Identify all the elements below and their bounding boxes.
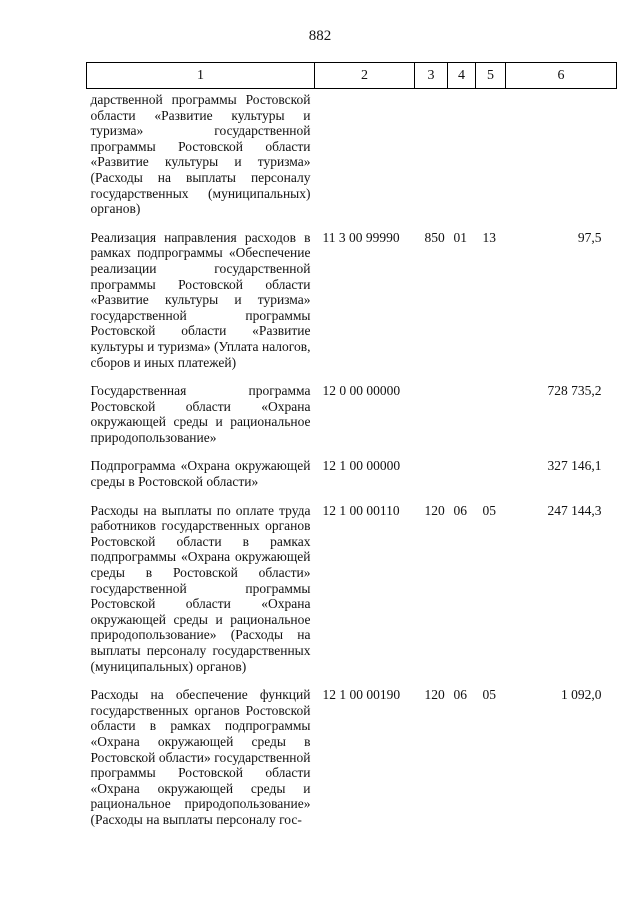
row-sum: 247 144,3 (547, 502, 602, 518)
row-name: Подпрограмма «Охрана окружающей среды в Ростовской области» (90, 458, 311, 490)
header-col-6: 6 (506, 63, 617, 89)
row-name: Расходы на выплаты по оплате труда работников государственных органов Ростовской области в рамках подпрограммы «Охрана окружающей среды в Ростовской области» государственной программы Ростовской области «Охрана окружающей среды и рациональное природопользование» (Расходы на выплаты персоналу государственных (муниципальных) органов) (90, 502, 311, 674)
row-name: Реализация направления расходов в рамках подпрограммы «Обеспечение реализации государственной программы Ростовской области «Развитие культуры и туризма» государственной программы Ростовской области «Развитие культуры и туризма» (Уплата налогов, сборов и иных платежей) (90, 229, 311, 370)
row-sum: 327 146,1 (547, 458, 602, 474)
row-sum: 97,5 (577, 229, 602, 245)
row-rz (448, 383, 476, 458)
row-rz (448, 458, 476, 502)
row-sum: 1 092,0 (561, 687, 602, 703)
page-number: 882 (308, 28, 332, 44)
row-name: Государственная программа Ростовской области «Охрана окружающей среды и рациональное природопользование» (90, 383, 311, 445)
table-row (87, 687, 617, 827)
row-pr: 05 (482, 502, 496, 518)
row-vr (415, 89, 448, 230)
row-name: дарственной программы Ростовской области «Развитие культуры и туризма» государственной программы Ростовской области «Развитие культуры и туризма» (Расходы на выплаты персоналу государственных (муниципальных) органов) (90, 92, 311, 217)
row-pr: 13 (482, 229, 496, 245)
row-code (315, 89, 415, 230)
table-row (87, 503, 617, 688)
row-rz: 01 (453, 229, 467, 245)
header-col-5: 5 (476, 63, 506, 89)
row-pr (476, 89, 506, 230)
header-col-2: 2 (315, 63, 415, 89)
table-row (87, 383, 617, 458)
row-sum (506, 89, 617, 230)
row-vr: 120 (424, 502, 445, 518)
header-col-3: 3 (415, 63, 448, 89)
row-vr: 120 (424, 687, 445, 703)
row-rz: 06 (453, 687, 467, 703)
table-row (87, 230, 617, 383)
header-col-4: 4 (448, 63, 476, 89)
row-pr: 05 (482, 687, 496, 703)
table-row (87, 458, 617, 502)
row-name: Расходы на обеспечение функций государственных органов Ростовской области в рамках подпрограммы «Охрана окружающей среды в Ростовской области» государственной программы Ростовской области «Охрана окружающей среды и рациональное природопользование» (Расходы на выплаты персоналу гос- (90, 687, 311, 827)
header-col-1: 1 (87, 63, 315, 89)
table-row (87, 89, 617, 230)
row-vr (415, 458, 448, 502)
row-code: 11 3 00 99990 (322, 229, 400, 245)
row-code: 12 1 00 00000 (322, 458, 401, 474)
row-code: 12 1 00 00110 (322, 502, 400, 518)
row-code: 12 0 00 00000 (322, 383, 401, 399)
row-code: 12 1 00 00190 (322, 687, 401, 703)
row-vr: 850 (424, 229, 445, 245)
row-sum: 728 735,2 (547, 383, 602, 399)
row-pr (476, 383, 506, 458)
row-rz (448, 89, 476, 230)
table-header-row (87, 63, 617, 89)
row-pr (476, 458, 506, 502)
budget-table (86, 62, 617, 828)
row-rz: 06 (453, 502, 467, 518)
row-vr (415, 383, 448, 458)
